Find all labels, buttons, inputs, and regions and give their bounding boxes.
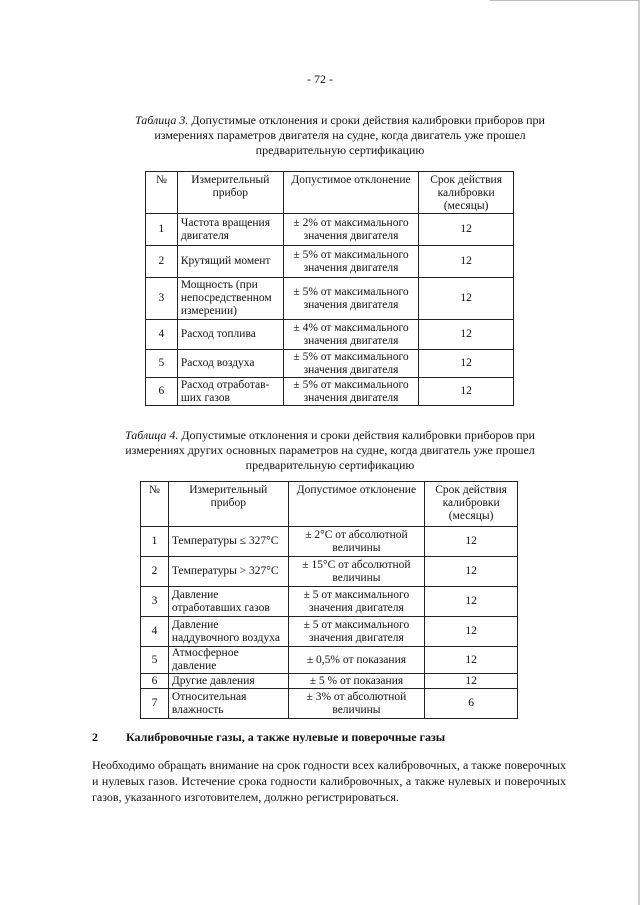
table4-caption-text: Допустимые отклонения и сроки действия калибровки приборов при измерениях других основных параметров на судне, когда двигатель уже прошел предварительную сертификацию <box>125 428 535 472</box>
table4-caption <box>115 428 545 473</box>
deviation-cell: ± 3% от абсолютной величины <box>288 689 425 719</box>
section-paragraph: Необходимо обращать внимание на срок годности всех калибровочных, а также поверочных и нулевых газов. Истечение срока годности калибровочных, а также нулевых и поверочных газов, указанного изготовителем, должно регистрироваться. <box>92 758 566 804</box>
row-number: 6 <box>141 674 169 689</box>
table3-caption-label: Таблица 3. <box>135 113 189 127</box>
section-title: Калибровочные газы, а также нулевые и поверочные газы <box>126 730 446 744</box>
period-cell: 12 <box>425 527 518 557</box>
deviation-cell: ± 5 % от показания <box>288 674 425 689</box>
row-number: 2 <box>146 246 178 278</box>
instrument-cell: Расход отработав-ших газов <box>177 378 283 406</box>
table3-caption-text: Допустимые отклонения и сроки действия калибровки приборов при измерениях параметров двигателя на судне, когда двигатель уже прошел предварительную сертификацию <box>154 113 545 157</box>
instrument-cell: Относительная влажность <box>168 689 288 719</box>
period-cell: 12 <box>425 587 518 617</box>
table4-header-period: Срок действия калибровки (месяцы) <box>425 482 518 527</box>
row-number: 3 <box>141 587 169 617</box>
instrument-cell: Другие давления <box>168 674 288 689</box>
top-border-line <box>490 0 640 1</box>
deviation-cell: ± 0,5% от показания <box>288 647 425 674</box>
instrument-cell: Атмосферное давление <box>168 647 288 674</box>
period-cell: 12 <box>419 378 514 406</box>
table-row <box>146 320 514 350</box>
period-cell: 12 <box>425 647 518 674</box>
instrument-cell: Температуры ≤ 327°C <box>168 527 288 557</box>
instrument-cell: Температуры > 327°C <box>168 557 288 587</box>
table-row <box>146 214 514 246</box>
table-row <box>146 350 514 378</box>
table-row <box>141 647 518 674</box>
row-number: 5 <box>141 647 169 674</box>
deviation-cell: ± 15°C от абсолютной величины <box>288 557 425 587</box>
row-number: 6 <box>146 378 178 406</box>
table-row <box>146 378 514 406</box>
deviation-cell: ± 5% от максимального значения двигателя <box>283 246 418 278</box>
table-row <box>141 527 518 557</box>
table3-header-instrument: Измерительный прибор <box>177 172 283 214</box>
table-row <box>141 617 518 647</box>
row-number: 2 <box>141 557 169 587</box>
table4-header-row <box>141 482 518 527</box>
row-number: 3 <box>146 278 178 320</box>
table-row <box>141 587 518 617</box>
table-row <box>141 674 518 689</box>
table3-caption <box>130 113 550 158</box>
row-number: 4 <box>146 320 178 350</box>
deviation-cell: ± 4% от максимального значения двигателя <box>283 320 418 350</box>
instrument-cell: Мощность (при непосредственном измерении) <box>177 278 283 320</box>
period-cell: 12 <box>419 246 514 278</box>
table3 <box>145 171 514 406</box>
table4-caption-label: Таблица 4. <box>125 428 179 442</box>
table4-header-instrument: Измерительный прибор <box>168 482 288 527</box>
period-cell: 12 <box>419 214 514 246</box>
period-cell: 12 <box>425 674 518 689</box>
deviation-cell: ± 5% от максимального значения двигателя <box>283 278 418 320</box>
table3-header-deviation: Допустимое отклонение <box>283 172 418 214</box>
row-number: 5 <box>146 350 178 378</box>
table-row <box>141 689 518 719</box>
table4-header-num: № <box>141 482 169 527</box>
period-cell: 12 <box>419 278 514 320</box>
instrument-cell: Крутящий момент <box>177 246 283 278</box>
table4-header-deviation: Допустимое отклонение <box>288 482 425 527</box>
table3-header-period: Срок действия калибровки (месяцы) <box>419 172 514 214</box>
deviation-cell: ± 5 от максимального значения двигателя <box>288 587 425 617</box>
deviation-cell: ± 2% от максимального значения двигателя <box>283 214 418 246</box>
table4 <box>140 481 518 719</box>
row-number: 1 <box>141 527 169 557</box>
section-number: 2 <box>92 730 98 744</box>
table3-header-row <box>146 172 514 214</box>
row-number: 1 <box>146 214 178 246</box>
instrument-cell: Частота вращения двигателя <box>177 214 283 246</box>
table-row <box>146 246 514 278</box>
period-cell: 12 <box>425 557 518 587</box>
instrument-cell: Давление наддувочного воздуха <box>168 617 288 647</box>
instrument-cell: Расход топлива <box>177 320 283 350</box>
page-number: - 72 - <box>307 72 333 86</box>
section-heading <box>92 730 572 745</box>
period-cell: 6 <box>425 689 518 719</box>
period-cell: 12 <box>425 617 518 647</box>
instrument-cell: Давление отработавших газов <box>168 587 288 617</box>
deviation-cell: ± 2°C от абсолютной величины <box>288 527 425 557</box>
table-row <box>146 278 514 320</box>
instrument-cell: Расход воздуха <box>177 350 283 378</box>
row-number: 4 <box>141 617 169 647</box>
table3-header-num: № <box>146 172 178 214</box>
period-cell: 12 <box>419 350 514 378</box>
deviation-cell: ± 5% от максимального значения двигателя <box>283 378 418 406</box>
deviation-cell: ± 5% от максимального значения двигателя <box>283 350 418 378</box>
deviation-cell: ± 5 от максимального значения двигателя <box>288 617 425 647</box>
table-row <box>141 557 518 587</box>
row-number: 7 <box>141 689 169 719</box>
period-cell: 12 <box>419 320 514 350</box>
